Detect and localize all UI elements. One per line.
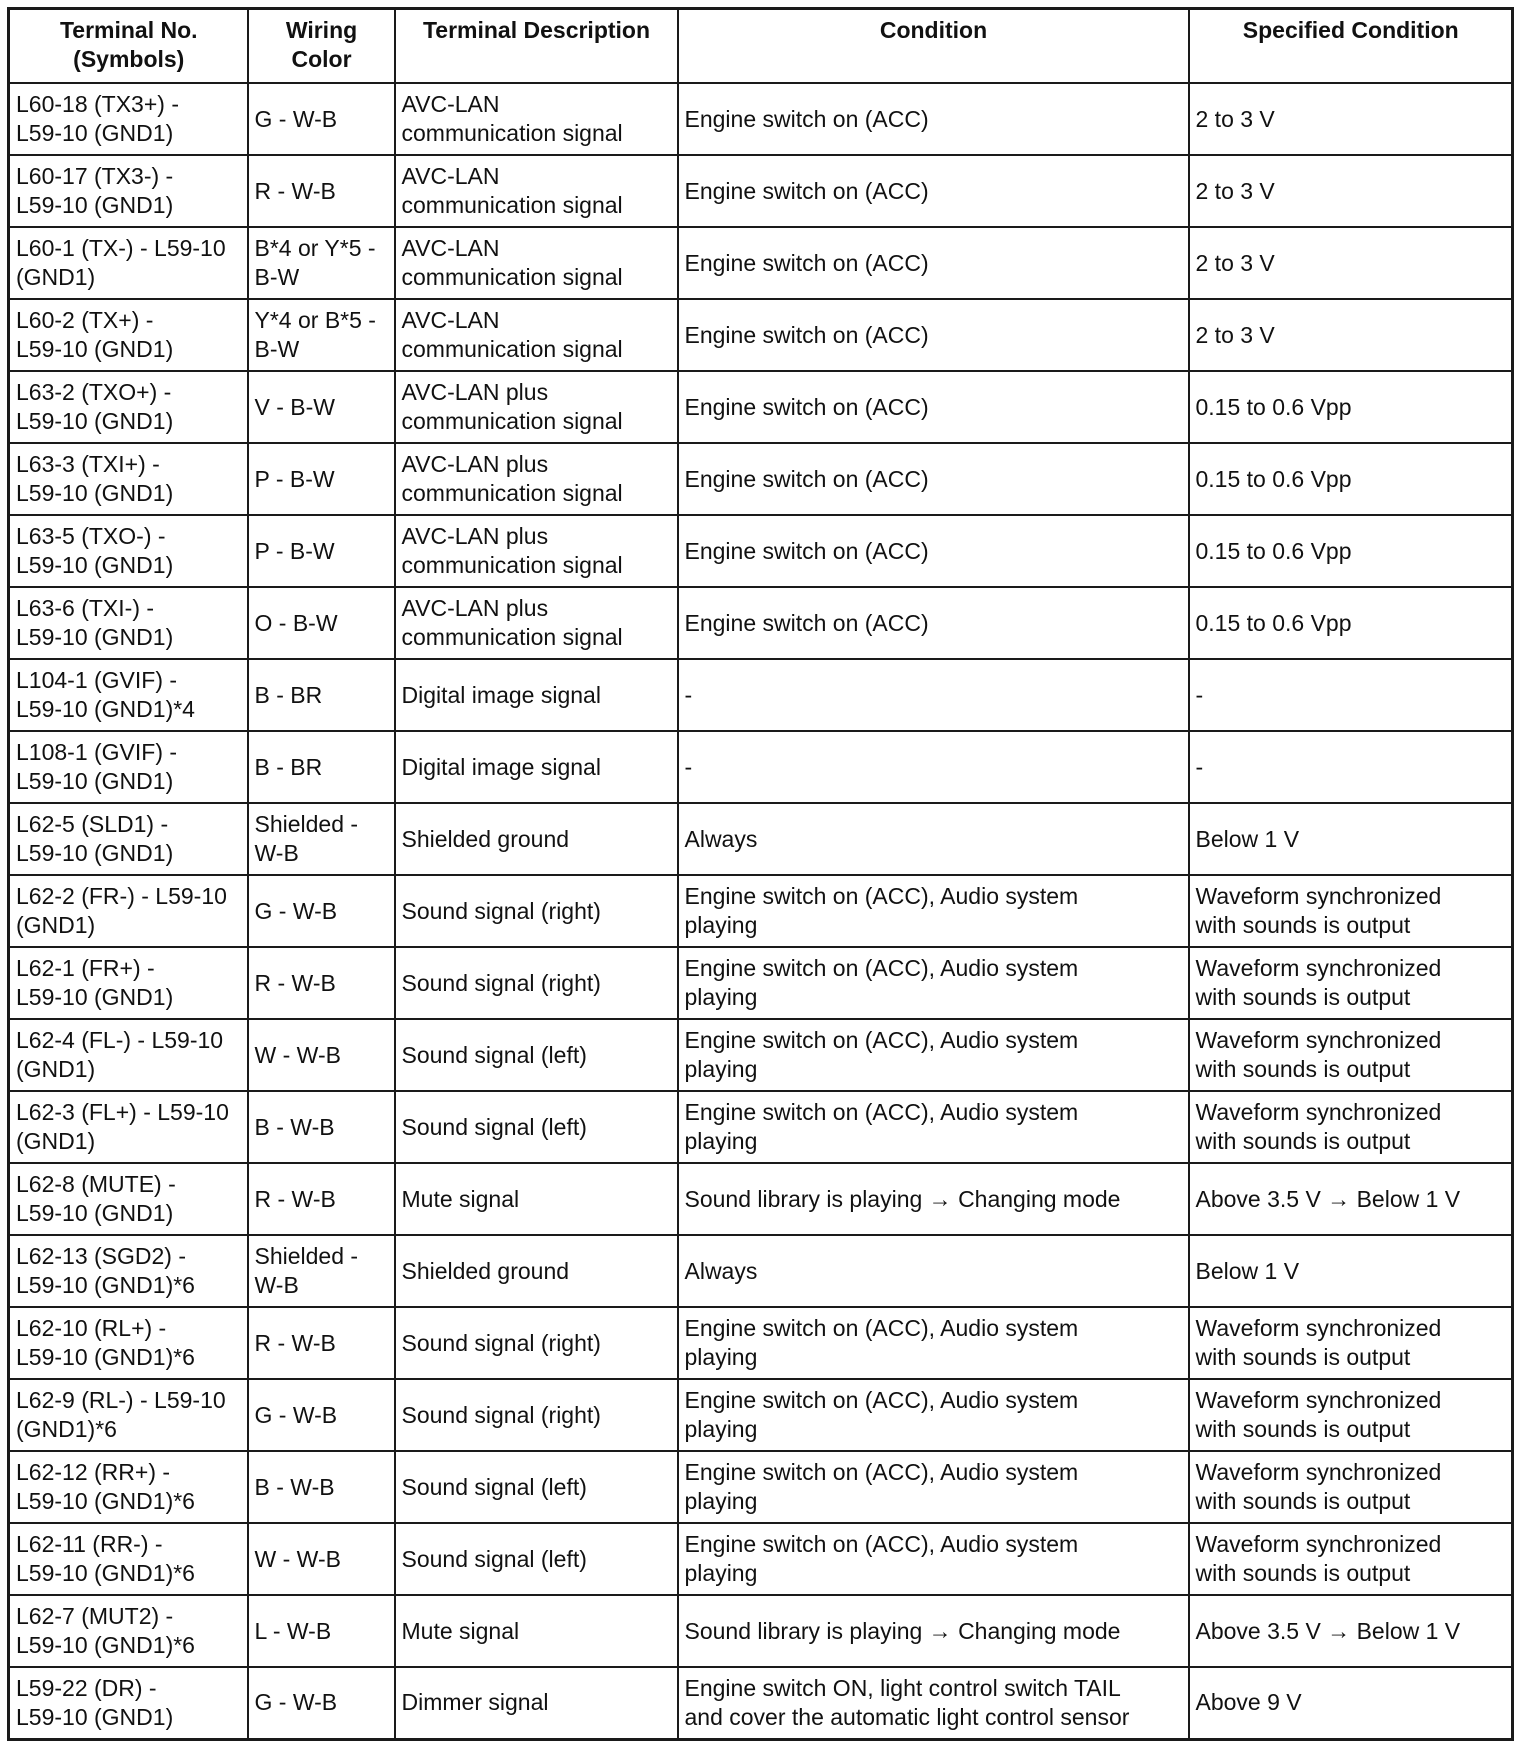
specified-condition-cell: 2 to 3 V	[1189, 227, 1513, 299]
condition-cell: Sound library is playing → Changing mode	[678, 1595, 1189, 1667]
table-row	[9, 1235, 1513, 1307]
condition-cell: Engine switch on (ACC)	[678, 83, 1189, 155]
table-row	[9, 587, 1513, 659]
table-row	[9, 1091, 1513, 1163]
description-cell: Sound signal (left)	[395, 1523, 678, 1595]
condition-cell: Engine switch on (ACC), Audio system playing	[678, 1091, 1189, 1163]
table-body	[9, 83, 1513, 1739]
description-cell: AVC-LAN plus communication signal	[395, 515, 678, 587]
description-cell: Sound signal (right)	[395, 947, 678, 1019]
condition-cell: Engine switch on (ACC), Audio system playing	[678, 1307, 1189, 1379]
description-cell: AVC-LAN plus communication signal	[395, 443, 678, 515]
condition-cell: Engine switch on (ACC), Audio system playing	[678, 875, 1189, 947]
wiring-color-cell: B - W-B	[248, 1091, 395, 1163]
wiring-color-cell: L - W-B	[248, 1595, 395, 1667]
terminal-spec-sheet	[7, 7, 1511, 1741]
condition-cell: Engine switch on (ACC), Audio system playing	[678, 1523, 1189, 1595]
terminal-cell: L62-7 (MUT2) - L59-10 (GND1)*6	[9, 1595, 248, 1667]
description-cell: Mute signal	[395, 1595, 678, 1667]
description-cell: Digital image signal	[395, 731, 678, 803]
wiring-color-cell: P - B-W	[248, 515, 395, 587]
specified-condition-cell: Above 3.5 V → Below 1 V	[1189, 1163, 1513, 1235]
condition-cell: Engine switch on (ACC)	[678, 227, 1189, 299]
table-row	[9, 515, 1513, 587]
description-cell: AVC-LAN communication signal	[395, 155, 678, 227]
terminal-cell: L63-6 (TXI-) - L59-10 (GND1)	[9, 587, 248, 659]
wiring-color-cell: B*4 or Y*5 - B-W	[248, 227, 395, 299]
table-row	[9, 947, 1513, 1019]
wiring-color-cell: W - W-B	[248, 1523, 395, 1595]
table-row	[9, 803, 1513, 875]
wiring-color-cell: W - W-B	[248, 1019, 395, 1091]
condition-cell: Engine switch on (ACC)	[678, 371, 1189, 443]
terminal-cell: L62-13 (SGD2) - L59-10 (GND1)*6	[9, 1235, 248, 1307]
wiring-color-cell: G - W-B	[248, 83, 395, 155]
terminal-cell: L60-17 (TX3-) - L59-10 (GND1)	[9, 155, 248, 227]
terminal-cell: L62-8 (MUTE) - L59-10 (GND1)	[9, 1163, 248, 1235]
terminal-cell: L62-11 (RR-) - L59-10 (GND1)*6	[9, 1523, 248, 1595]
condition-cell: Engine switch on (ACC)	[678, 155, 1189, 227]
table-row	[9, 875, 1513, 947]
description-cell: Sound signal (left)	[395, 1019, 678, 1091]
specified-condition-cell: -	[1189, 659, 1513, 731]
terminal-cell: L62-12 (RR+) - L59-10 (GND1)*6	[9, 1451, 248, 1523]
terminal-cell: L60-1 (TX-) - L59-10 (GND1)	[9, 227, 248, 299]
description-cell: Sound signal (left)	[395, 1451, 678, 1523]
condition-cell: Engine switch on (ACC)	[678, 587, 1189, 659]
wiring-color-cell: R - W-B	[248, 947, 395, 1019]
table-row	[9, 659, 1513, 731]
terminal-table	[7, 7, 1514, 1741]
terminal-cell: L59-22 (DR) - L59-10 (GND1)	[9, 1667, 248, 1739]
table-row	[9, 1307, 1513, 1379]
condition-cell: Engine switch on (ACC), Audio system playing	[678, 1451, 1189, 1523]
condition-cell: Always	[678, 803, 1189, 875]
table-row	[9, 1379, 1513, 1451]
terminal-cell: L104-1 (GVIF) - L59-10 (GND1)*4	[9, 659, 248, 731]
wiring-color-cell: R - W-B	[248, 1307, 395, 1379]
terminal-cell: L63-5 (TXO-) - L59-10 (GND1)	[9, 515, 248, 587]
description-cell: Sound signal (right)	[395, 1307, 678, 1379]
condition-cell: Engine switch ON, light control switch TAIL and cover the automatic light control sensor	[678, 1667, 1189, 1739]
description-cell: Shielded ground	[395, 803, 678, 875]
terminal-cell: L62-9 (RL-) - L59-10 (GND1)*6	[9, 1379, 248, 1451]
condition-cell: Engine switch on (ACC), Audio system playing	[678, 1019, 1189, 1091]
table-row	[9, 1595, 1513, 1667]
specified-condition-cell: 0.15 to 0.6 Vpp	[1189, 443, 1513, 515]
description-cell: Sound signal (left)	[395, 1091, 678, 1163]
wiring-color-cell: P - B-W	[248, 443, 395, 515]
terminal-cell: L62-3 (FL+) - L59-10 (GND1)	[9, 1091, 248, 1163]
condition-cell: Engine switch on (ACC)	[678, 443, 1189, 515]
table-row	[9, 731, 1513, 803]
specified-condition-cell: 2 to 3 V	[1189, 83, 1513, 155]
wiring-color-cell: Shielded - W-B	[248, 803, 395, 875]
terminal-cell: L62-10 (RL+) - L59-10 (GND1)*6	[9, 1307, 248, 1379]
wiring-color-cell: G - W-B	[248, 1667, 395, 1739]
header-row	[9, 9, 1513, 84]
condition-cell: Engine switch on (ACC)	[678, 515, 1189, 587]
description-cell: AVC-LAN communication signal	[395, 299, 678, 371]
specified-condition-cell: Below 1 V	[1189, 1235, 1513, 1307]
table-row	[9, 1163, 1513, 1235]
condition-cell: Sound library is playing → Changing mode	[678, 1163, 1189, 1235]
description-cell: Sound signal (right)	[395, 875, 678, 947]
specified-condition-cell: Waveform synchronized with sounds is output	[1189, 1307, 1513, 1379]
description-cell: AVC-LAN plus communication signal	[395, 371, 678, 443]
description-cell: Dimmer signal	[395, 1667, 678, 1739]
specified-condition-cell: Waveform synchronized with sounds is output	[1189, 875, 1513, 947]
description-cell: Shielded ground	[395, 1235, 678, 1307]
description-cell: Mute signal	[395, 1163, 678, 1235]
table-row	[9, 155, 1513, 227]
header-terminal-description: Terminal Description	[395, 9, 678, 84]
description-cell: Sound signal (right)	[395, 1379, 678, 1451]
specified-condition-cell: Waveform synchronized with sounds is output	[1189, 1523, 1513, 1595]
wiring-color-cell: R - W-B	[248, 1163, 395, 1235]
wiring-color-cell: V - B-W	[248, 371, 395, 443]
header-terminal-no: Terminal No. (Symbols)	[9, 9, 248, 84]
terminal-cell: L60-2 (TX+) - L59-10 (GND1)	[9, 299, 248, 371]
terminal-cell: L62-2 (FR-) - L59-10 (GND1)	[9, 875, 248, 947]
specified-condition-cell: Waveform synchronized with sounds is output	[1189, 1019, 1513, 1091]
description-cell: AVC-LAN plus communication signal	[395, 587, 678, 659]
condition-cell: Always	[678, 1235, 1189, 1307]
table-row	[9, 227, 1513, 299]
table-row	[9, 299, 1513, 371]
specified-condition-cell: Above 9 V	[1189, 1667, 1513, 1739]
wiring-color-cell: Y*4 or B*5 - B-W	[248, 299, 395, 371]
table-row	[9, 1667, 1513, 1739]
table-row	[9, 1019, 1513, 1091]
condition-cell: -	[678, 731, 1189, 803]
wiring-color-cell: R - W-B	[248, 155, 395, 227]
wiring-color-cell: O - B-W	[248, 587, 395, 659]
table-row	[9, 1523, 1513, 1595]
specified-condition-cell: Waveform synchronized with sounds is output	[1189, 1451, 1513, 1523]
specified-condition-cell: 0.15 to 0.6 Vpp	[1189, 515, 1513, 587]
table-row	[9, 83, 1513, 155]
header-condition: Condition	[678, 9, 1189, 84]
specified-condition-cell: Waveform synchronized with sounds is output	[1189, 1379, 1513, 1451]
wiring-color-cell: Shielded - W-B	[248, 1235, 395, 1307]
terminal-cell: L62-5 (SLD1) - L59-10 (GND1)	[9, 803, 248, 875]
terminal-cell: L63-2 (TXO+) - L59-10 (GND1)	[9, 371, 248, 443]
wiring-color-cell: B - BR	[248, 659, 395, 731]
specified-condition-cell: 2 to 3 V	[1189, 299, 1513, 371]
terminal-cell: L108-1 (GVIF) - L59-10 (GND1)	[9, 731, 248, 803]
condition-cell: Engine switch on (ACC)	[678, 299, 1189, 371]
wiring-color-cell: G - W-B	[248, 1379, 395, 1451]
wiring-color-cell: B - BR	[248, 731, 395, 803]
specified-condition-cell: Waveform synchronized with sounds is output	[1189, 947, 1513, 1019]
specified-condition-cell: Waveform synchronized with sounds is output	[1189, 1091, 1513, 1163]
table-row	[9, 1451, 1513, 1523]
description-cell: AVC-LAN communication signal	[395, 83, 678, 155]
header-wiring-color: Wiring Color	[248, 9, 395, 84]
description-cell: Digital image signal	[395, 659, 678, 731]
wiring-color-cell: B - W-B	[248, 1451, 395, 1523]
specified-condition-cell: 0.15 to 0.6 Vpp	[1189, 371, 1513, 443]
specified-condition-cell: -	[1189, 731, 1513, 803]
terminal-cell: L63-3 (TXI+) - L59-10 (GND1)	[9, 443, 248, 515]
header-specified-condition: Specified Condition	[1189, 9, 1513, 84]
condition-cell: Engine switch on (ACC), Audio system playing	[678, 1379, 1189, 1451]
specified-condition-cell: Above 3.5 V → Below 1 V	[1189, 1595, 1513, 1667]
condition-cell: -	[678, 659, 1189, 731]
terminal-cell: L60-18 (TX3+) - L59-10 (GND1)	[9, 83, 248, 155]
condition-cell: Engine switch on (ACC), Audio system playing	[678, 947, 1189, 1019]
table-row	[9, 371, 1513, 443]
specified-condition-cell: 2 to 3 V	[1189, 155, 1513, 227]
specified-condition-cell: 0.15 to 0.6 Vpp	[1189, 587, 1513, 659]
wiring-color-cell: G - W-B	[248, 875, 395, 947]
description-cell: AVC-LAN communication signal	[395, 227, 678, 299]
specified-condition-cell: Below 1 V	[1189, 803, 1513, 875]
terminal-cell: L62-4 (FL-) - L59-10 (GND1)	[9, 1019, 248, 1091]
terminal-cell: L62-1 (FR+) - L59-10 (GND1)	[9, 947, 248, 1019]
table-row	[9, 443, 1513, 515]
